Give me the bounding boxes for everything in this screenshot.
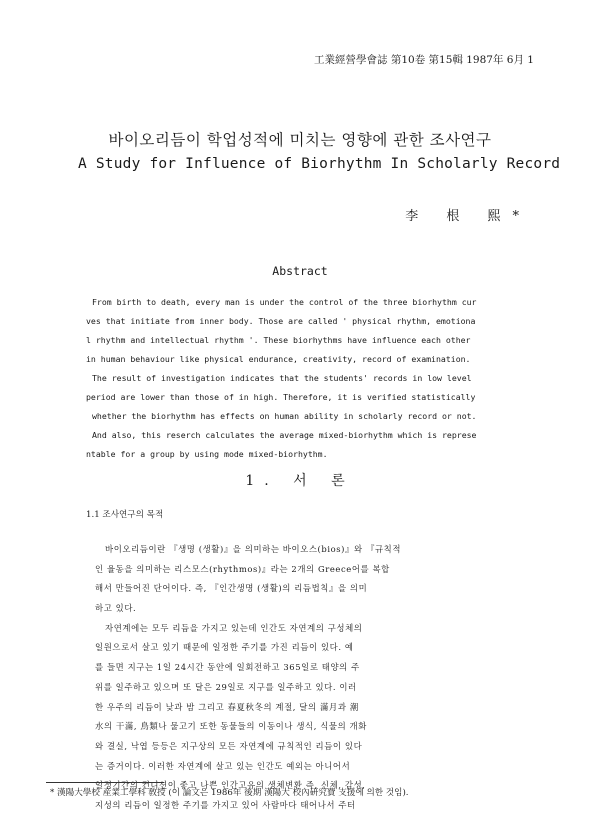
subsection-heading: 1.1 조사연구의 목적 <box>86 510 164 520</box>
journal-header: 工業經營學會誌 第10卷 第15輯 1987年 6月 1 <box>314 54 534 66</box>
english-title: A Study for Influence of Biorhythm In Scholarly Record <box>78 156 561 172</box>
author-name: 李 根 熙* <box>405 209 531 224</box>
footnote-divider <box>46 782 164 783</box>
body-line: 지성의 리듬이 일정한 주기를 가지고 있어 사람마다 태어나서 주터 <box>95 799 356 810</box>
body-line: 하고 있다. <box>95 603 137 614</box>
abstract-line: ves that initiate from inner body. Those are called ' physical rhythm, emotiona <box>86 316 476 326</box>
body-line: 와 결실, 낙엽 등등은 지구상의 모든 자연계에 규칙적인 리듬이 있다 <box>95 740 363 751</box>
korean-title: 바이오리듬이 학업성적에 미치는 영향에 관한 조사연구 <box>108 131 492 149</box>
abstract-line: l rhythm and intellectual rhythm '. These biorhythms have influence each other <box>86 335 471 345</box>
abstract-heading: Abstract <box>272 264 328 278</box>
abstract-line: The result of investigation indicates that the students' records in low level <box>92 373 472 383</box>
abstract-body <box>86 293 526 464</box>
abstract-line: whether the biorhythm has effects on human ability in scholarly record or not. <box>92 411 477 421</box>
body-line: 일원으로서 살고 있기 때문에 일정한 주기를 가진 리듬이 있다. 예 <box>95 642 354 653</box>
body-line: 자연계에는 모두 리듬을 가지고 있는데 인간도 자연계의 구성체의 <box>105 622 363 633</box>
body-line: 한 우주의 리듬이 낮과 밤 그리고 春夏秋冬의 계절, 달의 滿月과 潮 <box>95 701 359 712</box>
body-line: 를 들면 지구는 1일 24시간 동안에 일회전하고 365일로 태양의 주 <box>95 662 360 673</box>
body-line: 바이오리듬이란 『생명 (생활)』을 의미하는 바이오스(bios)』와 『규칙적 <box>105 544 402 554</box>
abstract-line: From birth to death, every man is under the control of the three biorhythm cur <box>92 297 477 307</box>
body-line: 는 증거이다. 이러한 자연계에 살고 있는 인간도 예외는 아니어서 <box>95 760 351 771</box>
body-line: 해서 만들어진 단어이다. 즉, 『인간생명 (생활)의 리듬법칙』을 의미 <box>95 583 368 594</box>
abstract-line: in human behaviour like physical endurance, creativity, record of examination. <box>86 354 471 364</box>
body-line: 일정기간의 컨디션이 좋고 나쁜 인간고유의 생체변환 즉, 신체, 감성, <box>95 780 366 791</box>
section-heading: 1. 서 론 <box>245 473 355 489</box>
section-body <box>95 540 525 816</box>
abstract-line: And also, this reserch calculates the average mixed-biorhythm which is represe <box>92 430 477 440</box>
body-line: 水의 干滿, 鳥類나 물고기 또한 동물들의 이동이나 생식, 식물의 개화 <box>95 721 367 732</box>
author-footnote: * 漢陽大學校 産業工學科 敎授 (이 論文은 1986年 後期 漢陽大 校內硏究費 支援에 의한 것임). <box>50 788 409 798</box>
body-line: 위를 일주하고 있으며 또 달은 29일로 지구를 일주하고 있다. 이러 <box>95 681 357 692</box>
abstract-line: ntable for a group by using mode mixed-biorhythm. <box>86 449 328 459</box>
body-line: 인 율동을 의미하는 리스모스(rhythmos)』라는 2개의 Greece어를 복합 <box>95 563 390 574</box>
abstract-line: period are lower than those of in high. Therefore, it is verified statistically <box>86 392 476 402</box>
